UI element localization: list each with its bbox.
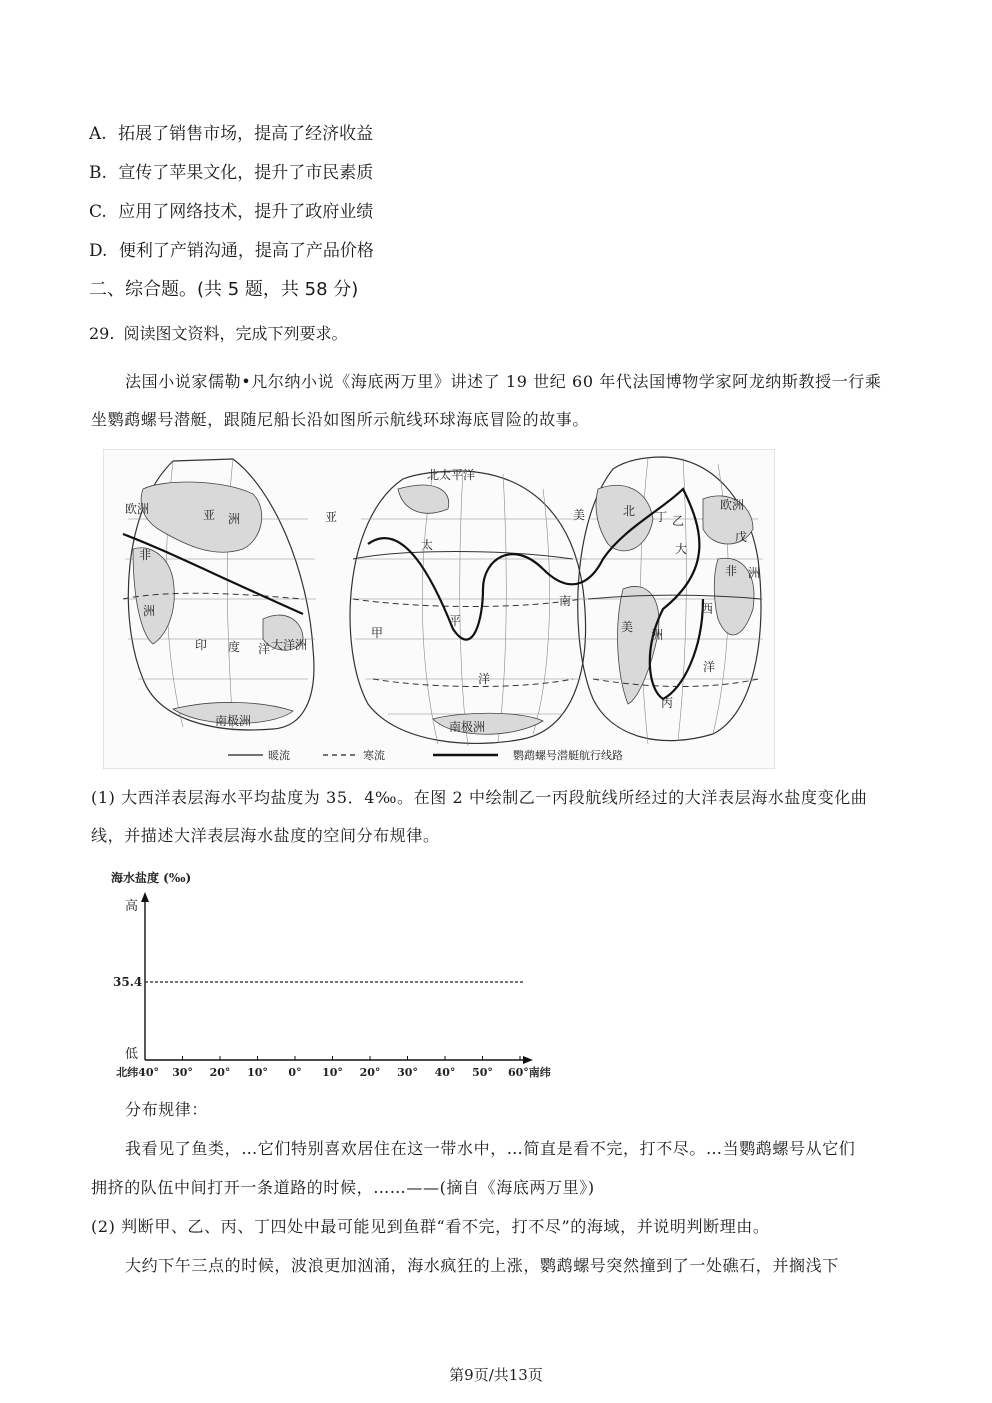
legend-cold-text: 寒流 (363, 749, 385, 762)
sub-question-2: (2) 判断甲、乙、丙、丁四处中最可能见到鱼群“看不完，打不尽”的海域，并说明判断理由。 (91, 1217, 770, 1236)
map-label-point-wu: 戊 (735, 530, 748, 544)
chart-x-tick-label: 0° (288, 1066, 302, 1079)
map-label-africa-right-fei: 非 (725, 564, 738, 578)
option-b (89, 163, 373, 183)
chart-x-tick-label: 30° (172, 1066, 193, 1079)
map-label-atlantic-yang: 洋 (703, 660, 716, 674)
option-b-text: 宣传了苹果文化，提升了市民素质 (118, 163, 374, 183)
quote-1-line-2: 拥挤的队伍中间打开一条道路的时候，……——(摘自《海底两万里》) (91, 1178, 595, 1197)
map-label-antarctica: 南极洲 (215, 714, 252, 728)
sub-question-1-line-2: 线，并描述大洋表层海水盐度的空间分布规律。 (91, 826, 440, 845)
map-label-pacific-tai: 太 (421, 538, 434, 552)
chart-x-tick-label: 10° (322, 1066, 343, 1079)
map-label-pacific-yang: 洋 (478, 672, 491, 686)
map-label-sa-mei: 美 (621, 620, 634, 634)
chart-x-arrow (523, 1056, 533, 1064)
chart-x-tick-label: 60°南纬 (508, 1066, 551, 1079)
chart-reference-label: 35.4 (113, 975, 143, 989)
map-label-asia-middle: 亚 (325, 510, 338, 524)
chart-ylabel: 海水盐度 (‰) (111, 871, 192, 885)
map-label-atlantic-da: 大 (675, 542, 688, 556)
map-label-point-ding: 丁 (655, 510, 668, 524)
quote-2-line-1: 大约下午三点的时候，波浪更加汹涌，海水疯狂的上涨，鹦鹉螺号突然撞到了一处礁石，并搁浅下 (125, 1256, 839, 1275)
map-label-north-pacific: 北太平洋 (427, 468, 476, 482)
map-label-point-yi: 乙 (672, 514, 685, 528)
map-label-africa-zhou: 洲 (143, 604, 156, 618)
question-prompt (89, 324, 348, 344)
map-label-asia-zhou: 洲 (228, 512, 241, 526)
map-label-oceania: 大洋洲 (271, 638, 308, 652)
chart-y-low: 低 (125, 1047, 139, 1062)
question-number: 29. (89, 324, 115, 343)
option-d-letter: D. (89, 241, 108, 261)
section-heading: 二、综合题。(共 5 题，共 58 分) (89, 279, 359, 300)
map-label-point-bing: 丙 (661, 696, 674, 710)
quote-1-line-1: 我看见了鱼类，…它们特别喜欢居住在这一带水中，…简直是看不完，打不尽。…当鹦鹉螺号从它们 (125, 1139, 856, 1158)
option-c (89, 202, 373, 222)
map-label-indian-yin: 印 (195, 638, 208, 652)
legend-route-text: 鹦鹉螺号潜艇航行线路 (513, 749, 623, 762)
chart-y-high: 高 (125, 899, 139, 914)
option-d (89, 241, 374, 261)
chart-y-arrow (141, 892, 149, 902)
map-label-europe-right: 欧洲 (720, 498, 745, 512)
sub-question-1-line-1: (1) 大西洋表层海水平均盐度为 35．4‰。在图 2 中绘制乙一丙段航线所经过的大洋表层海水盐度变化曲 (91, 788, 868, 807)
map-label-indian-du: 度 (228, 640, 241, 654)
map-label-sa-nan: 南 (559, 594, 572, 608)
map-label-pacific-ping: 平 (449, 614, 462, 628)
legend-warm-text: 暖流 (268, 749, 290, 762)
option-d-text: 便利了产销沟通，提高了产品价格 (118, 241, 374, 261)
chart-x-tick-label: 10° (247, 1066, 268, 1079)
option-c-text: 应用了网络技术，提升了政府业绩 (118, 202, 374, 222)
page-footer: 第9页/共13页 (449, 1366, 543, 1384)
distribution-label: 分布规律： (125, 1100, 209, 1119)
intro-line-2: 坐鹦鹉螺号潜艇，跟随尼船长沿如图所示航线环球海底冒险的故事。 (91, 410, 590, 429)
option-b-letter: B. (89, 163, 107, 183)
map-label-indian-yang: 洋 (258, 642, 271, 656)
map-label-na-mei: 美 (573, 508, 586, 522)
map-label-point-jia: 甲 (371, 626, 384, 640)
salinity-chart (103, 866, 563, 1086)
chart-x-tick-label: 40° (434, 1066, 456, 1079)
map-label-europe: 欧洲 (125, 502, 150, 516)
option-a (89, 124, 373, 144)
map-label-africa-fei: 非 (139, 548, 152, 562)
map-label-sa-zhou: 洲 (651, 628, 664, 642)
option-a-text: 拓展了销售市场，提高了经济收益 (118, 124, 374, 144)
chart-x-tick-label: 50° (472, 1066, 493, 1079)
chart-x-tick-label: 20° (209, 1066, 231, 1079)
chart-x-tick-label: 20° (359, 1066, 381, 1079)
map-label-asia-ya: 亚 (203, 508, 216, 522)
intro-line-1: 法国小说家儒勒•凡尔纳小说《海底两万里》讲述了 19 世纪 60 年代法国博物学家阿龙纳斯教授一行乘 (125, 372, 882, 391)
chart-x-tick-label: 北纬40° (116, 1066, 159, 1079)
question-prompt-text: 阅读图文资料，完成下列要求。 (123, 324, 348, 343)
map-label-atlantic-xi: 西 (701, 602, 714, 616)
chart-x-tick-label: 30° (397, 1066, 418, 1079)
option-a-letter: A. (89, 124, 107, 144)
map-label-africa-right-zhou: 洲 (748, 566, 761, 580)
option-c-letter: C. (89, 202, 107, 222)
world-map-figure (103, 449, 775, 769)
map-label-antarctica-middle: 南极洲 (449, 720, 486, 734)
map-label-na-bei: 北 (623, 504, 636, 518)
